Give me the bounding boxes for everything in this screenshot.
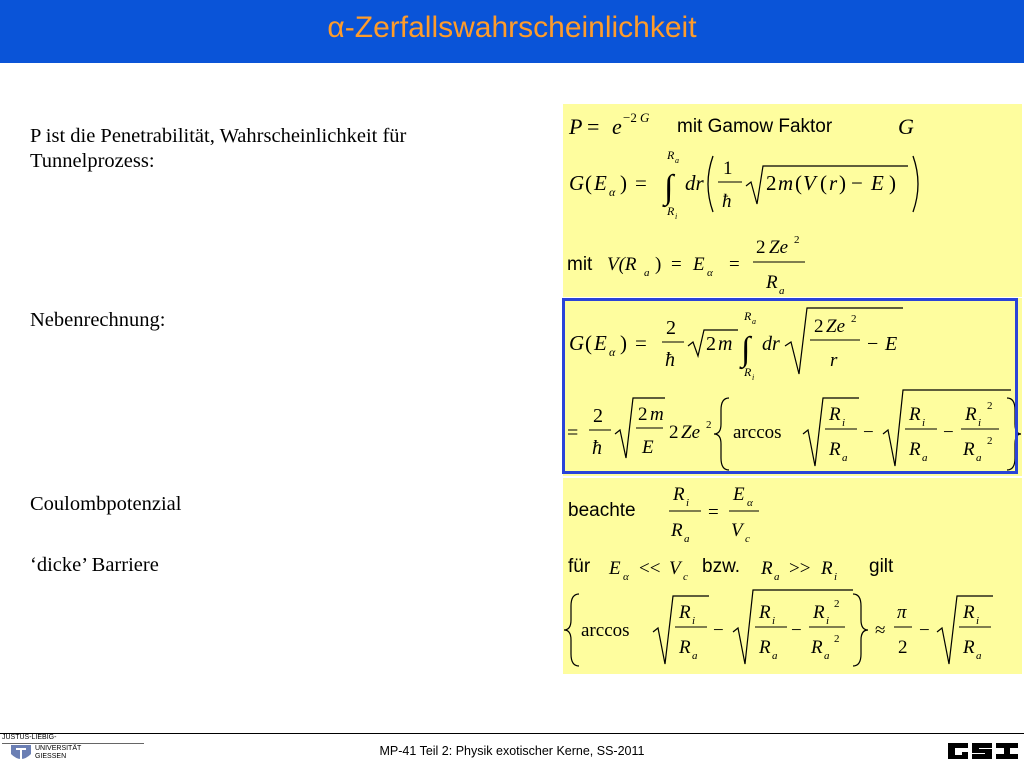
beachte-label: beachte [568, 500, 636, 521]
svg-text:i: i [752, 373, 755, 382]
svg-text:a: a [774, 571, 780, 583]
svg-text:): ) [655, 254, 662, 275]
svg-text:a: a [976, 650, 982, 662]
svg-text:−: − [713, 620, 724, 641]
svg-text:m: m [718, 333, 733, 355]
uni-emblem-icon [10, 744, 32, 764]
svg-text:α: α [747, 497, 753, 509]
svg-text:2: 2 [834, 598, 840, 610]
svg-text:R: R [673, 484, 685, 505]
svg-text:=: = [567, 422, 579, 444]
svg-text:G: G [640, 110, 650, 125]
svg-text:): ) [889, 171, 896, 195]
svg-text:∫: ∫ [664, 169, 674, 206]
penetration-text: P ist die Penetrabilität, Wahrscheinlichkeit für Tunnelprozess: [30, 125, 407, 172]
svg-text:V(R: V(R [607, 254, 637, 275]
svg-text:=: = [587, 114, 600, 139]
svg-text:arccos: arccos [733, 422, 782, 443]
svg-text:m: m [650, 404, 664, 425]
svg-text:r: r [830, 350, 838, 371]
svg-text:α: α [609, 185, 616, 199]
svg-text:e: e [612, 114, 622, 139]
svg-text:>>: >> [789, 558, 811, 579]
svg-text:a: a [824, 650, 830, 662]
svg-text:i: i [976, 615, 980, 627]
svg-text:a: a [644, 267, 650, 279]
svg-text:i: i [842, 417, 846, 429]
svg-text:=: = [708, 502, 719, 523]
svg-text:2: 2 [814, 316, 824, 337]
footer-divider [0, 733, 1024, 734]
svg-text:=: = [635, 171, 647, 195]
svg-text:dr: dr [762, 333, 780, 355]
svg-text:−: − [867, 333, 879, 355]
svg-text:G: G [569, 331, 585, 355]
gsi-logo [946, 740, 1020, 762]
svg-text:−: − [851, 171, 863, 195]
svg-text:R: R [813, 602, 825, 623]
svg-text:V: V [731, 520, 743, 541]
svg-text:R: R [821, 558, 833, 579]
gamow-equations [563, 104, 1022, 297]
svg-text:V: V [803, 171, 816, 195]
svg-text:a: a [842, 452, 848, 464]
svg-text:−: − [791, 620, 802, 641]
svg-text:2: 2 [706, 333, 716, 355]
svg-text:R: R [965, 404, 977, 425]
svg-text:α: α [609, 345, 616, 359]
svg-text:2: 2 [666, 317, 676, 339]
mit-gamow-label: mit Gamow Faktor [677, 116, 833, 137]
svg-text:(: ( [585, 331, 592, 355]
svg-text:): ) [839, 171, 846, 195]
svg-text:−2: −2 [623, 110, 637, 125]
svg-text:r: r [829, 171, 838, 195]
gamow-formula-box [563, 104, 1022, 297]
svg-text:G: G [569, 171, 585, 195]
coulomb-text: Coulombpotenzial [30, 493, 182, 515]
svg-text:2: 2 [669, 422, 679, 443]
svg-text:∫: ∫ [741, 331, 751, 368]
svg-text:E: E [885, 333, 898, 355]
svg-text:c: c [683, 571, 688, 583]
mit-label: mit [567, 254, 593, 275]
svg-text:i: i [978, 417, 982, 429]
svg-text:π: π [897, 602, 907, 623]
bzw-label: bzw. [702, 556, 741, 577]
svg-text:(: ( [820, 171, 827, 195]
svg-text:E: E [733, 484, 745, 505]
svg-text:a: a [684, 533, 690, 545]
svg-text:=: = [671, 254, 682, 275]
approximation-formula-box [563, 478, 1022, 674]
svg-text:R: R [963, 637, 975, 658]
svg-text:R: R [759, 602, 771, 623]
svg-text:R: R [667, 148, 675, 162]
svg-text:a: a [692, 650, 698, 662]
svg-text:R: R [829, 404, 841, 425]
gilt-label: gilt [869, 556, 894, 577]
svg-text:c: c [745, 533, 750, 545]
svg-text:a: a [922, 452, 928, 464]
svg-text:R: R [679, 602, 691, 623]
svg-text:R: R [667, 204, 675, 218]
svg-text:2: 2 [794, 234, 800, 246]
svg-text:(: ( [585, 171, 592, 195]
svg-text:R: R [744, 309, 752, 323]
svg-text:2: 2 [766, 171, 777, 195]
svg-text:V: V [669, 558, 681, 579]
svg-text:E: E [609, 558, 621, 579]
svg-text:i: i [826, 615, 830, 627]
svg-text:R: R [963, 439, 975, 460]
svg-text:R: R [671, 520, 683, 541]
svg-text:2: 2 [987, 400, 993, 412]
svg-text:−: − [943, 422, 954, 443]
uni-line-1: JUSTUS-LIEBIG- [2, 734, 57, 741]
svg-text:α: α [707, 267, 713, 279]
svg-text:=: = [635, 331, 647, 355]
svg-text:i: i [692, 615, 696, 627]
svg-text:R: R [744, 365, 752, 379]
svg-text:arccos: arccos [581, 620, 630, 641]
svg-text:a: a [976, 452, 982, 464]
svg-text:R: R [909, 404, 921, 425]
svg-text:≈: ≈ [875, 620, 886, 641]
nebenrechnung-text: Nebenrechnung: [30, 309, 166, 331]
svg-text:): ) [620, 171, 627, 195]
svg-text:E: E [594, 331, 607, 355]
svg-text:2: 2 [593, 405, 603, 427]
uni-line-3: GIESSEN [35, 753, 67, 760]
svg-text:a: a [752, 317, 756, 326]
svg-text:a: a [772, 650, 778, 662]
svg-text:Ze: Ze [826, 316, 845, 337]
svg-text:i: i [686, 497, 690, 509]
svg-text:i: i [675, 212, 678, 221]
svg-text:E: E [871, 171, 884, 195]
university-logo [2, 734, 142, 766]
svg-text:a: a [675, 156, 679, 165]
svg-text:E: E [642, 437, 654, 458]
svg-text:R: R [909, 439, 921, 460]
svg-text:R: R [766, 272, 778, 293]
uni-line-2: UNIVERSITÄT [35, 745, 82, 752]
svg-text:<<: << [639, 558, 661, 579]
svg-text:E: E [594, 171, 607, 195]
slide-title: α-Zerfallswahrscheinlichkeit [327, 11, 697, 44]
approximation-equations [563, 478, 1022, 674]
svg-text:i: i [772, 615, 776, 627]
svg-text:1: 1 [723, 158, 733, 179]
svg-text:2: 2 [851, 313, 857, 325]
title-bar [0, 0, 1024, 63]
svg-text:R: R [759, 637, 771, 658]
svg-text:a: a [779, 285, 785, 297]
svg-text:P: P [569, 114, 583, 139]
svg-text:i: i [834, 571, 838, 583]
svg-text:ħ: ħ [665, 349, 675, 371]
svg-text:−: − [919, 620, 930, 641]
svg-text:2: 2 [834, 633, 840, 645]
svg-text:Ze: Ze [769, 237, 788, 258]
svg-text:ħ: ħ [722, 191, 732, 212]
footer-course-text: MP-41 Teil 2: Physik exotischer Kerne, SS-2011 [379, 744, 645, 758]
svg-text:R: R [963, 602, 975, 623]
svg-text:R: R [679, 637, 691, 658]
svg-text:Ze: Ze [681, 422, 700, 443]
svg-text:2: 2 [987, 435, 993, 447]
svg-text:m: m [778, 171, 794, 195]
svg-text:R: R [811, 637, 823, 658]
svg-text:2: 2 [706, 419, 712, 431]
svg-text:R: R [829, 439, 841, 460]
svg-text:−: − [863, 422, 874, 443]
highlight-frame [562, 298, 1018, 474]
barrier-text: ‘dicke’ Barriere [30, 554, 159, 576]
svg-text:G: G [898, 114, 914, 139]
svg-text:ħ: ħ [592, 437, 602, 459]
svg-text:(: ( [795, 171, 802, 195]
svg-text:E: E [693, 254, 705, 275]
svg-text:α: α [623, 571, 629, 583]
svg-text:R: R [761, 558, 773, 579]
fuer-label: für [568, 556, 591, 577]
svg-text:i: i [922, 417, 926, 429]
svg-text:2: 2 [898, 637, 908, 658]
svg-text:): ) [620, 331, 627, 355]
svg-text:dr: dr [685, 171, 704, 195]
svg-text:=: = [729, 254, 740, 275]
svg-text:2: 2 [756, 237, 766, 258]
svg-text:2: 2 [638, 404, 648, 425]
